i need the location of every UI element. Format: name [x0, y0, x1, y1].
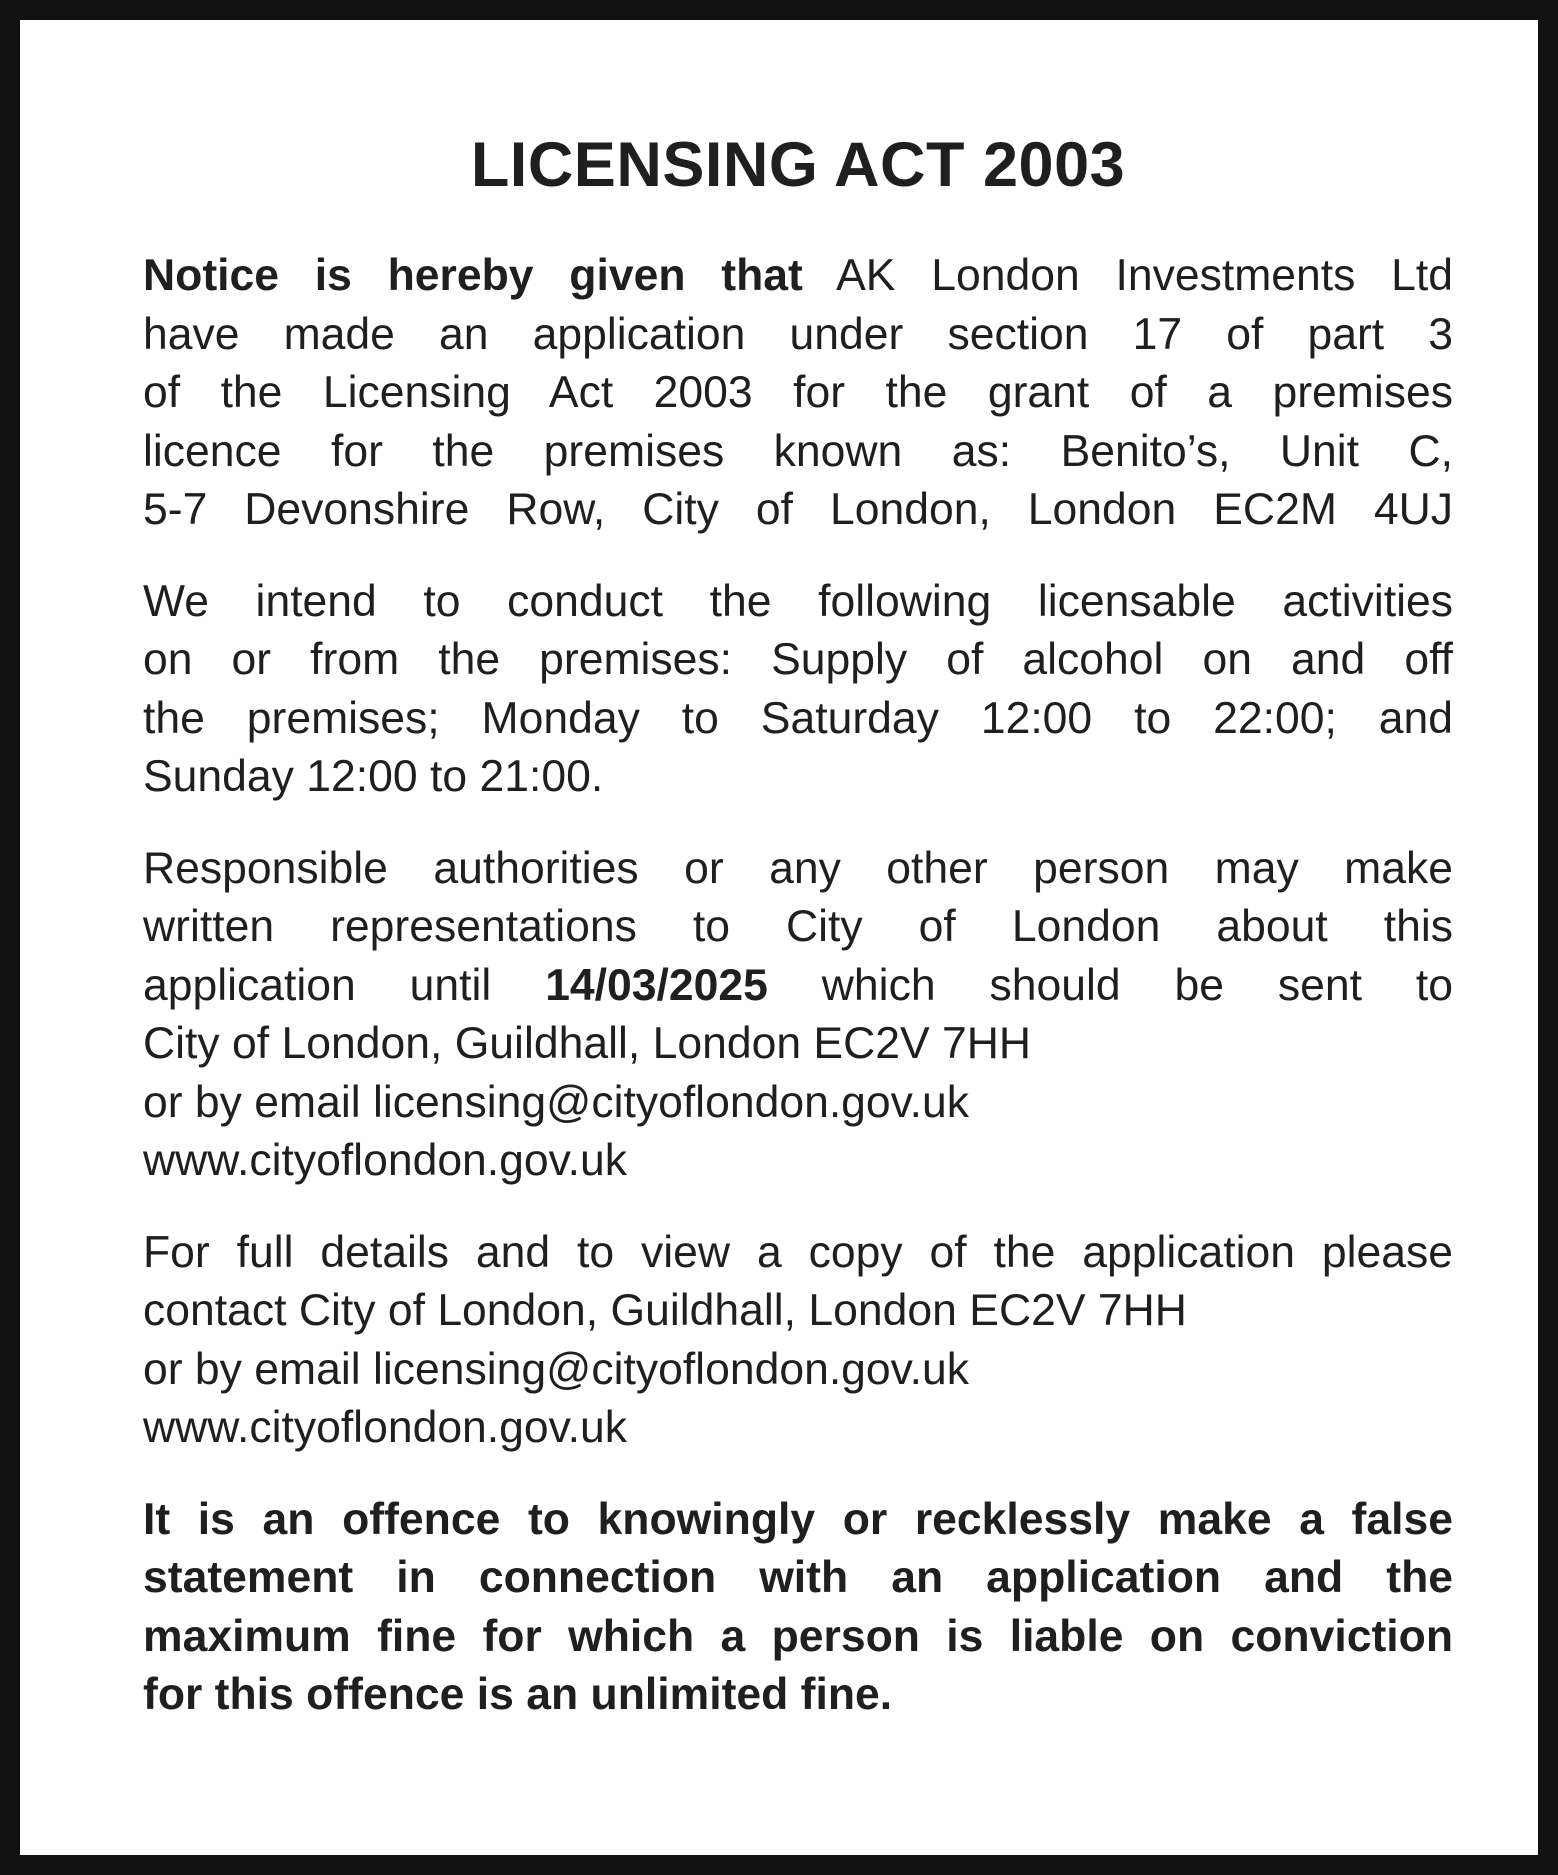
licensable-activities-line-2: on or from the premises: Supply of alcohol on and off	[143, 635, 1453, 684]
notice-content	[143, 125, 1453, 1725]
application-notice-line-1	[143, 247, 1453, 306]
application-notice-line-2: have made an application under section 17 of part 3	[143, 309, 1453, 359]
representations-date-prefix: application until	[143, 960, 546, 1010]
offence-warning-line-2: statement in connection with an application and the	[143, 1553, 1453, 1602]
application-notice-line-5: 5-7 Devonshire Row, City of London, London EC2M 4UJ	[143, 485, 1453, 534]
full-details-line-1: For full details and to view a copy of the application please	[143, 1227, 1453, 1277]
offence-warning-line-1: It is an offence to knowingly or recklessly make a false	[143, 1494, 1453, 1544]
full-details-paragraph	[143, 1224, 1453, 1458]
full-details-email: or by email licensing@cityoflondon.gov.uk	[143, 1344, 969, 1394]
representations-paragraph	[143, 840, 1453, 1191]
representations-line-1: Responsible authorities or any other person may make	[143, 843, 1453, 893]
licensable-activities-line-1: We intend to conduct the following licensable activities	[143, 576, 1453, 626]
application-notice-line-3: of the Licensing Act 2003 for the grant of a premises	[143, 368, 1453, 417]
offence-warning-line-4: for this offence is an unlimited fine.	[143, 1670, 893, 1719]
notice-bold-intro: Notice is hereby given that	[143, 251, 803, 300]
application-notice-paragraph	[143, 247, 1453, 540]
offence-warning-paragraph	[143, 1491, 1453, 1725]
application-notice-line-4: licence for the premises known as: Benito’s, Unit C,	[143, 426, 1453, 476]
representations-date-suffix: which should be sent to	[767, 960, 1453, 1010]
offence-warning-line-3: maximum fine for which a person is liable on conviction	[143, 1611, 1453, 1661]
licensable-activities-line-4: Sunday 12:00 to 21:00.	[143, 752, 604, 801]
applicant-name-text: AK London Investments Ltd	[802, 251, 1453, 300]
representations-website: www.cityoflondon.gov.uk	[143, 1136, 627, 1185]
representations-line-2: written representations to City of London about this	[143, 902, 1453, 951]
representations-line-3	[143, 957, 1453, 1016]
licensable-activities-paragraph	[143, 573, 1453, 807]
representations-deadline-date: 14/03/2025	[545, 960, 768, 1010]
full-details-website: www.cityoflondon.gov.uk	[143, 1403, 627, 1452]
representations-email: or by email licensing@cityoflondon.gov.uk	[143, 1077, 969, 1127]
full-details-address: contact City of London, Guildhall, London EC2V 7HH	[143, 1286, 1187, 1335]
representations-address: City of London, Guildhall, London EC2V 7HH	[143, 1019, 1032, 1068]
notice-title: LICENSING ACT 2003	[470, 130, 1126, 200]
licensable-activities-line-3: the premises; Monday to Saturday 12:00 to 22:00; and	[143, 693, 1453, 743]
